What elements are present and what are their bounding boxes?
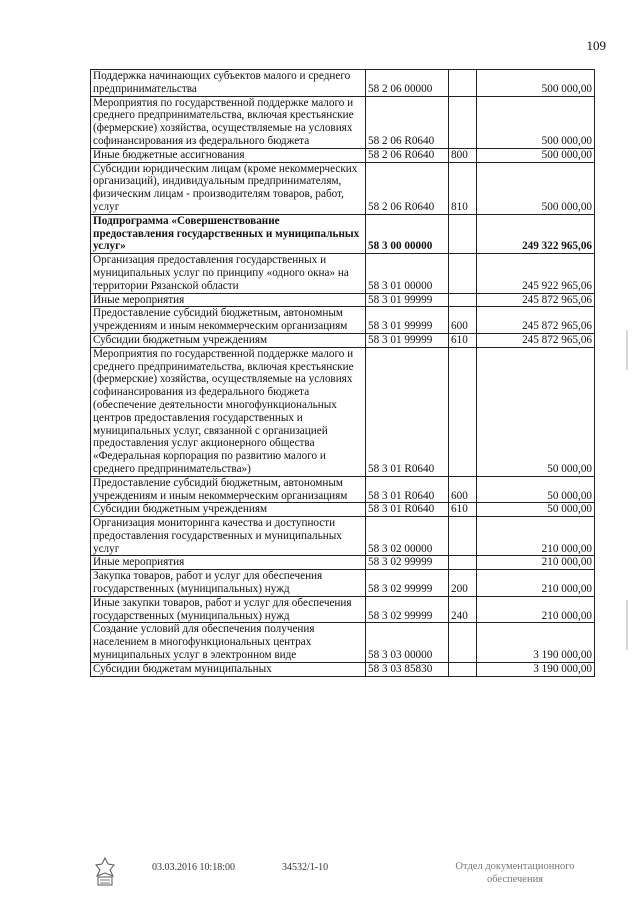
row-code-cell: 58 3 02 00000 <box>366 517 449 556</box>
table-row <box>91 347 595 476</box>
row-vr-cell <box>449 623 477 662</box>
row-code-cell: 58 2 06 R0640 <box>366 162 449 214</box>
table-row <box>91 162 595 214</box>
table-row <box>91 148 595 162</box>
row-name-cell: Организация мониторинга качества и доступности предоставления государственных и муниципальных услуг <box>91 517 366 556</box>
row-vr-cell: 200 <box>449 570 477 597</box>
row-code-cell: 58 3 01 99999 <box>366 333 449 347</box>
row-code-cell: 58 3 00 00000 <box>366 214 449 253</box>
row-code-cell: 58 3 02 99999 <box>366 570 449 597</box>
row-sum-cell: 500 000,00 <box>477 148 595 162</box>
row-sum-cell: 245 872 965,06 <box>477 307 595 334</box>
row-code-cell: 58 3 01 00000 <box>366 254 449 293</box>
row-name-cell: Иные мероприятия <box>91 556 366 570</box>
row-name-cell: Иные мероприятия <box>91 293 366 307</box>
row-sum-cell: 210 000,00 <box>477 570 595 597</box>
row-sum-cell: 245 922 965,06 <box>477 254 595 293</box>
row-vr-cell <box>449 293 477 307</box>
row-vr-cell: 600 <box>449 307 477 334</box>
footer-department <box>440 860 590 886</box>
budget-table <box>90 69 595 677</box>
row-vr-cell <box>449 254 477 293</box>
row-vr-cell <box>449 70 477 97</box>
footer-date: 03.03.2016 10:18:00 <box>152 862 236 873</box>
row-sum-cell: 210 000,00 <box>477 517 595 556</box>
row-sum-cell: 245 872 965,06 <box>477 293 595 307</box>
table-row <box>91 293 595 307</box>
row-code-cell: 58 3 01 99999 <box>366 293 449 307</box>
scan-edge-mark <box>626 600 628 650</box>
row-name-cell: Субсидии юридическим лицам (кроме некоммерческих организаций), индивидуальным предпринимателям, физическим лицам - производителям товаров, работ, услуг <box>91 162 366 214</box>
row-name-cell: Субсидии бюджетным учреждениям <box>91 333 366 347</box>
table-row <box>91 662 595 676</box>
row-code-cell: 58 3 02 99999 <box>366 556 449 570</box>
row-vr-cell <box>449 517 477 556</box>
row-name-cell: Организация предоставления государственных и муниципальных услуг по принципу «одного окна» на территории Рязанской области <box>91 254 366 293</box>
table-row <box>91 307 595 334</box>
row-name-cell: Иные бюджетные ассигнования <box>91 148 366 162</box>
table-row <box>91 556 595 570</box>
row-vr-cell: 600 <box>449 476 477 503</box>
row-vr-cell: 610 <box>449 333 477 347</box>
table-row <box>91 503 595 517</box>
row-code-cell: 58 2 06 00000 <box>366 70 449 97</box>
row-sum-cell: 210 000,00 <box>477 556 595 570</box>
row-code-cell: 58 2 06 R0640 <box>366 148 449 162</box>
row-sum-cell: 210 000,00 <box>477 596 595 623</box>
table-body <box>91 70 595 677</box>
row-code-cell: 58 3 01 R0640 <box>366 503 449 517</box>
row-sum-cell: 249 322 965,06 <box>477 214 595 253</box>
row-name-cell: Субсидии бюджетам муниципальных <box>91 662 366 676</box>
row-vr-cell: 810 <box>449 162 477 214</box>
row-vr-cell <box>449 556 477 570</box>
footer-dept-line: Отдел документационного <box>455 861 575 872</box>
table-row <box>91 96 595 148</box>
row-sum-cell: 3 190 000,00 <box>477 623 595 662</box>
row-sum-cell: 500 000,00 <box>477 162 595 214</box>
row-sum-cell: 50 000,00 <box>477 347 595 476</box>
table-row <box>91 517 595 556</box>
table-row <box>91 623 595 662</box>
row-name-cell: Субсидии бюджетным учреждениям <box>91 503 366 517</box>
row-code-cell: 58 3 03 85830 <box>366 662 449 676</box>
row-name-cell: Мероприятия по государственной поддержке малого и среднего предпринимательства, включая крестьянские (фермерские) хозяйства, осуществляемые на условиях софинансирования из федерального бюджета <box>91 96 366 148</box>
table-row <box>91 596 595 623</box>
row-name-cell: Иные закупки товаров, работ и услуг для обеспечения государственных (муниципальных) нужд <box>91 596 366 623</box>
table-row <box>91 570 595 597</box>
row-sum-cell: 245 872 965,06 <box>477 333 595 347</box>
page-number: 109 <box>586 38 606 53</box>
row-name-cell: Поддержка начинающих субъектов малого и среднего предпринимательства <box>91 70 366 97</box>
row-vr-cell <box>449 96 477 148</box>
table-row <box>91 476 595 503</box>
row-name-cell: Предоставление субсидий бюджетным, автономным учреждениям и иным некоммерческим организациям <box>91 476 366 503</box>
row-name-cell: Подпрограмма «Совершенствование предоставления государственных и муниципальных услуг» <box>91 214 366 253</box>
table-row <box>91 214 595 253</box>
row-code-cell: 58 3 02 99999 <box>366 596 449 623</box>
footer-dept-line: обеспечения <box>486 874 544 885</box>
row-vr-cell <box>449 347 477 476</box>
row-name-cell: Мероприятия по государственной поддержке малого и среднего предпринимательства, включая крестьянские (фермерские) хозяйства, осуществляемые на условиях софинансирования из федерального бюджета (обеспечение деятельности многофункциональных центров предоставления государственных и муниципальных услуг, связанной с организацией предоставления услуг акционерного общества «Федеральная корпорация по развитию малого и среднего предпринимательства») <box>91 347 366 476</box>
row-name-cell: Предоставление субсидий бюджетным, автономным учреждениям и иным некоммерческим организациям <box>91 307 366 334</box>
row-name-cell: Закупка товаров, работ и услуг для обеспечения государственных (муниципальных) нужд <box>91 570 366 597</box>
row-code-cell: 58 2 06 R0640 <box>366 96 449 148</box>
row-sum-cell: 500 000,00 <box>477 70 595 97</box>
row-name-cell: Создание условий для обеспечения получения населением в многофункциональных центрах муниципальных услуг в электронном виде <box>91 623 366 662</box>
row-sum-cell: 50 000,00 <box>477 476 595 503</box>
row-vr-cell: 800 <box>449 148 477 162</box>
row-vr-cell: 610 <box>449 503 477 517</box>
table-row <box>91 333 595 347</box>
row-code-cell: 58 3 01 R0640 <box>366 476 449 503</box>
row-vr-cell <box>449 214 477 253</box>
row-sum-cell: 50 000,00 <box>477 503 595 517</box>
row-code-cell: 58 3 01 99999 <box>366 307 449 334</box>
table-row <box>91 70 595 97</box>
page-footer <box>0 858 640 898</box>
row-code-cell: 58 3 03 00000 <box>366 623 449 662</box>
table-row <box>91 254 595 293</box>
footer-doc-number: 34532/1-10 <box>282 862 329 873</box>
emblem-icon <box>92 856 118 891</box>
row-vr-cell: 240 <box>449 596 477 623</box>
row-code-cell: 58 3 01 R0640 <box>366 347 449 476</box>
scan-edge-mark <box>626 330 628 370</box>
row-sum-cell: 500 000,00 <box>477 96 595 148</box>
row-vr-cell <box>449 662 477 676</box>
row-sum-cell: 3 190 000,00 <box>477 662 595 676</box>
